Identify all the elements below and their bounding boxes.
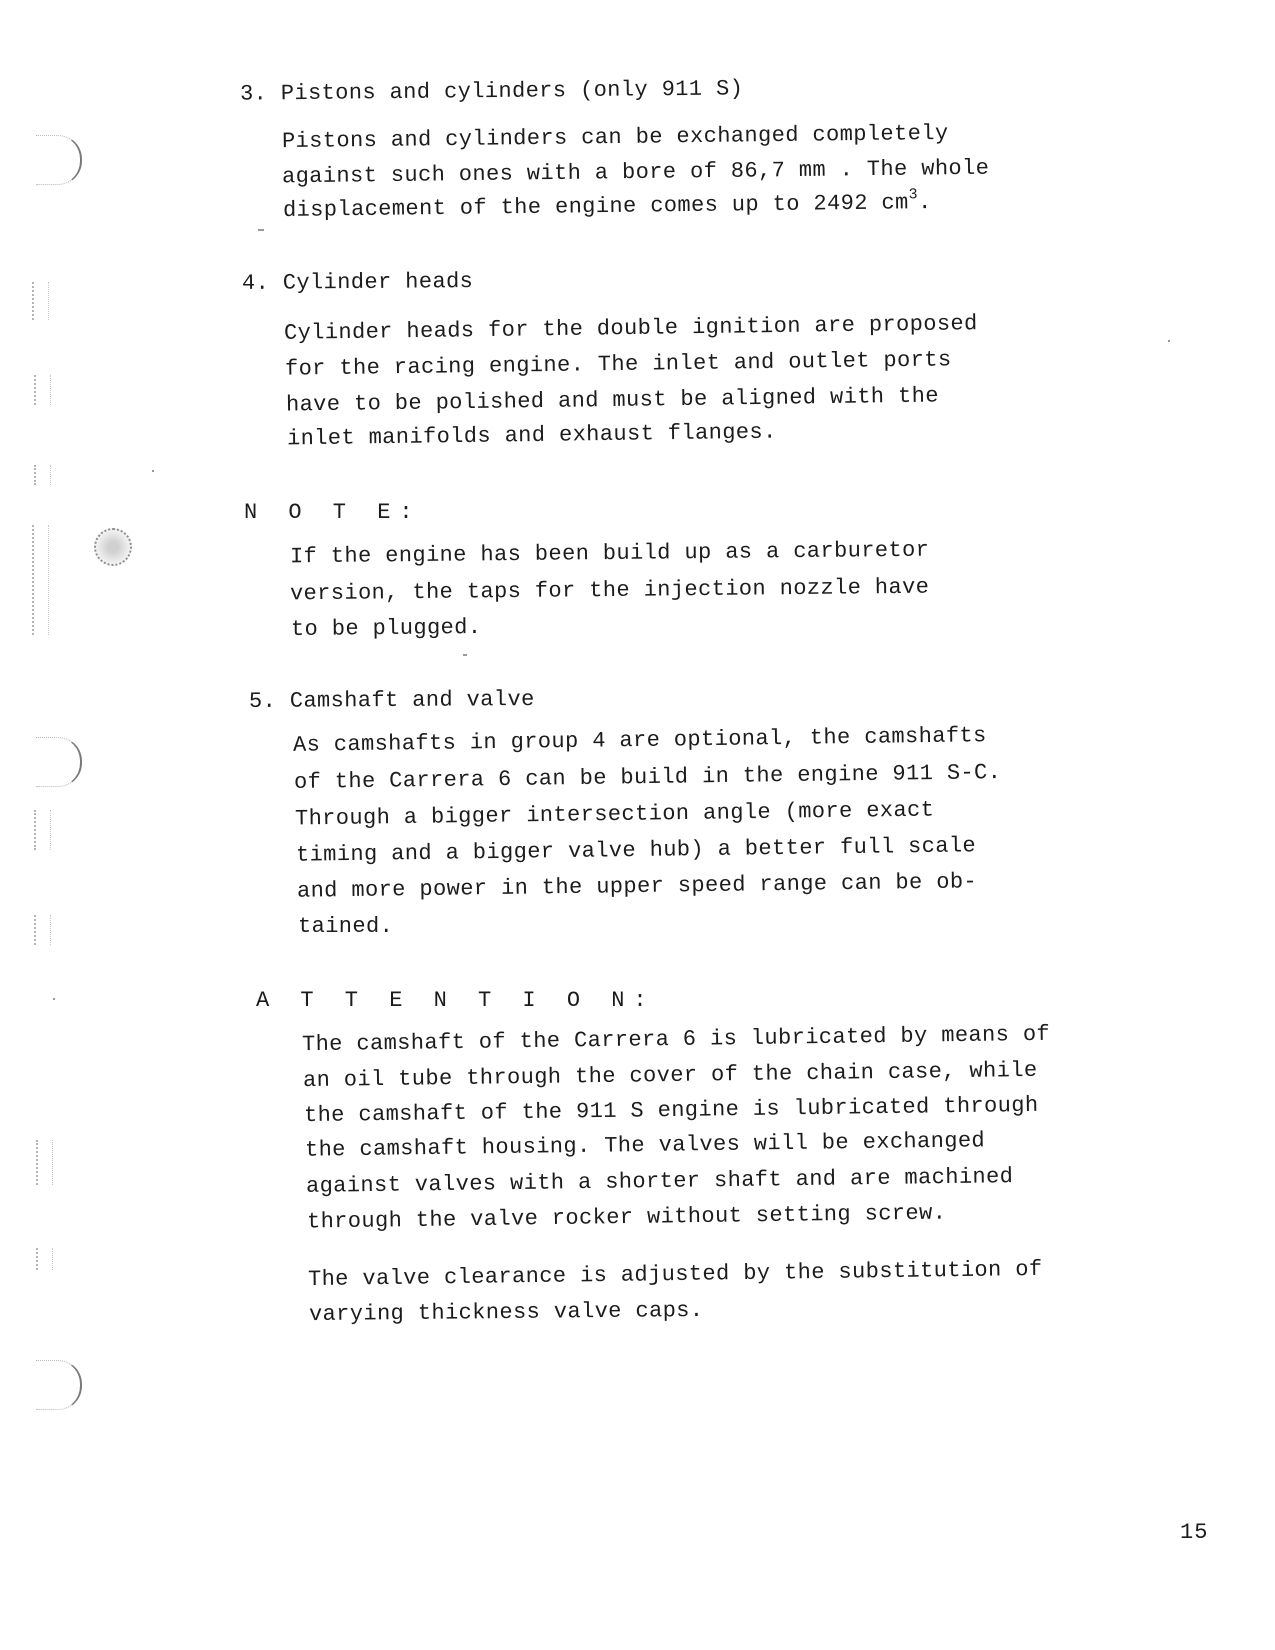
punch-hole-middle xyxy=(36,737,82,787)
section-heading-camshaft: 5. Camshaft and valve xyxy=(248,687,535,714)
superscript-three: 3 xyxy=(908,185,919,203)
body-line: through the valve rocker without setting screw. xyxy=(306,1200,947,1235)
body-line: varying thickness valve caps. xyxy=(308,1297,704,1328)
punch-hole-top xyxy=(36,135,82,185)
scan-grain xyxy=(34,375,51,405)
body-line: for the racing engine. The inlet and outlet ports xyxy=(284,347,952,382)
body-line: the camshaft of the 911 S engine is lubricated through xyxy=(303,1092,1039,1129)
body-line: timing and a bigger valve hub) a better full scale xyxy=(295,833,977,868)
attention-heading: A T T E N T I O N: xyxy=(256,988,656,1013)
body-line xyxy=(282,185,932,224)
body-line: Through a bigger intersection angle (more exact xyxy=(294,797,935,832)
speck xyxy=(152,470,154,472)
body-line: and more power in the upper speed range can be ob- xyxy=(296,869,978,904)
body-line: an oil tube through the cover of the chain case, while xyxy=(302,1057,1038,1094)
body-line: of the Carrera 6 can be build in the engine 911 S-C. xyxy=(293,760,1002,795)
punch-hole-bottom xyxy=(36,1360,82,1410)
scan-grain xyxy=(34,810,51,850)
scan-grain xyxy=(32,282,49,320)
sentence-period: . xyxy=(917,190,932,216)
body-line: against such ones with a bore of 86,7 mm . The whole xyxy=(281,155,990,190)
section-heading-pistons: 3. Pistons and cylinders (only 911 S) xyxy=(239,76,744,107)
scan-grain xyxy=(34,465,51,485)
note-heading: N O T E: xyxy=(244,500,422,525)
speck xyxy=(53,998,55,1000)
speck xyxy=(1168,340,1170,342)
body-line: inlet manifolds and exhaust flanges. xyxy=(286,419,777,452)
body-line: If the engine has been build up as a carburetor xyxy=(289,537,930,570)
body-line: version, the taps for the injection nozzle have xyxy=(289,574,930,607)
speck xyxy=(258,229,264,231)
section-heading-cylinder-heads: 4. Cylinder heads xyxy=(241,268,474,297)
scan-grain xyxy=(36,1248,53,1270)
body-line: The valve clearance is adjusted by the substitution of xyxy=(307,1256,1043,1293)
body-line: tained. xyxy=(298,914,394,939)
body-line: to be plugged. xyxy=(290,615,482,642)
body-line: The camshaft of the Carrera 6 is lubricated by means of xyxy=(301,1021,1051,1058)
body-line: Cylinder heads for the double ignition are proposed xyxy=(283,311,978,346)
body-line: As camshafts in group 4 are optional, the camshafts xyxy=(292,723,987,758)
ink-blot xyxy=(94,528,132,566)
scan-grain xyxy=(34,915,51,945)
page-number: 15 xyxy=(1180,1520,1209,1545)
body-line: the camshaft housing. The valves will be exchanged xyxy=(304,1128,986,1163)
body-line: have to be polished and must be aligned with the xyxy=(285,383,940,418)
scan-grain xyxy=(36,1140,53,1185)
scan-grain xyxy=(32,525,49,635)
speck xyxy=(463,654,467,656)
body-line: Pistons and cylinders can be exchanged completely xyxy=(281,120,949,155)
body-line: against valves with a shorter shaft and are machined xyxy=(305,1164,1014,1199)
body-line-text: displacement of the engine comes up to 2492 cm xyxy=(282,190,909,223)
